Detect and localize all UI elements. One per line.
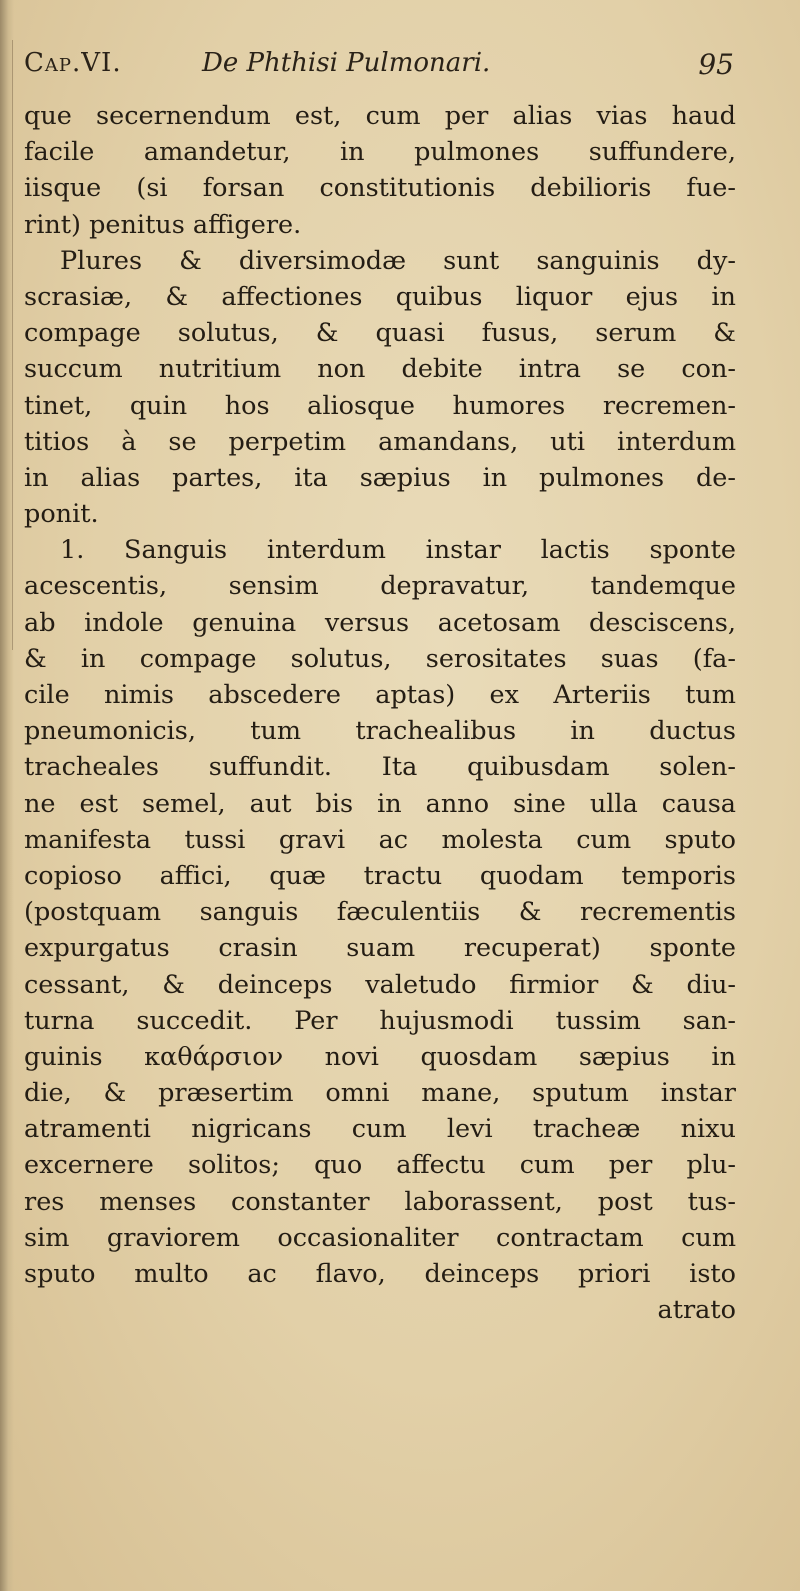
- text-line: manifesta tussi gravi ac molesta cum sputo: [24, 824, 736, 855]
- text-line: Plures & diversimodæ sunt sanguinis dy-: [60, 245, 736, 276]
- text-line: ab indole genuina versus acetosam desciscens,: [24, 607, 736, 638]
- text-line: 1. Sanguis interdum instar lactis sponte: [60, 535, 736, 566]
- text-line: facile amandetur, in pulmones suffundere,: [24, 137, 736, 168]
- text-line: (postquam sanguis fæculentiis & recrementis: [24, 897, 736, 928]
- text-line: pneumonicis, tum trachealibus in ductus: [24, 716, 736, 747]
- running-header: [24, 48, 734, 92]
- body-text: [24, 98, 736, 1328]
- text-line: titios à se perpetim amandans, uti interdum: [24, 426, 736, 457]
- text-line: iisque (si forsan constitutionis debilioris fue-: [24, 173, 736, 204]
- text-line: res menses constanter laborassent, post tus-: [24, 1186, 736, 1217]
- text-line: scrasiæ, & affectiones quibus liquor ejus in: [24, 281, 736, 312]
- text-line: excernere solitos; quo affectu cum per plu-: [24, 1150, 736, 1181]
- running-title: De Phthisi Pulmonari.: [202, 48, 491, 78]
- text-line: sim graviorem occasionaliter contractam cum: [24, 1222, 736, 1253]
- text-line: cile nimis abscedere aptas) ex Arteriis tum: [24, 680, 736, 710]
- text-line: in alias partes, ita sæpius in pulmones de-: [24, 462, 736, 493]
- text-line: die, & præsertim omni mane, sputum instar: [24, 1078, 736, 1109]
- catchword: atrato: [657, 1295, 736, 1326]
- text-line: tracheales suffundit. Ita quibusdam solen-: [24, 752, 736, 783]
- text-line: rint) penitus affigere.: [24, 209, 302, 240]
- text-line: compage solutus, & quasi fusus, serum &: [24, 318, 736, 349]
- chapter-label: Cap.VI.: [24, 48, 122, 78]
- text-line: expurgatus crasin suam recuperat) sponte: [24, 933, 736, 964]
- text-line: cessant, & deinceps valetudo firmior & diu-: [24, 969, 736, 1000]
- text-line: sputo multo ac flavo, deinceps priori isto: [24, 1259, 736, 1289]
- spine-edge-line: [12, 40, 13, 650]
- text-line: que secernendum est, cum per alias vias haud: [24, 101, 736, 131]
- text-line: succum nutritium non debite intra se con-: [24, 354, 736, 385]
- text-line: copioso affici, quæ tractu quodam temporis: [24, 860, 736, 891]
- page-number: 95: [698, 48, 734, 81]
- text-line: & in compage solutus, serositates suas (fa-: [24, 643, 736, 674]
- text-line: atramenti nigricans cum levi tracheæ nixu: [24, 1114, 736, 1145]
- text-line: guinis καθάρσιον novi quosdam sæpius in: [24, 1041, 736, 1072]
- text-line: ne est semel, aut bis in anno sine ulla causa: [24, 788, 736, 819]
- text-line: turna succedit. Per hujusmodi tussim san-: [24, 1005, 736, 1036]
- text-line: ponit.: [24, 499, 99, 530]
- text-line: acescentis, sensim depravatur, tandemque: [24, 571, 736, 602]
- text-line: tinet, quin hos aliosque humores recremen-: [24, 390, 736, 421]
